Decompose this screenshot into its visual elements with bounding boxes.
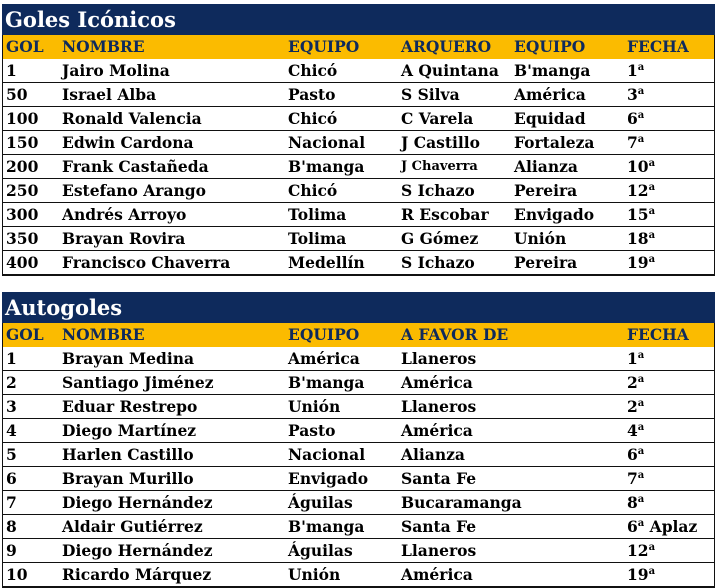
header-a-favor-de: A FAVOR DE (401, 325, 509, 344)
cell-fecha (627, 395, 644, 419)
fecha-number: 12 (627, 541, 649, 560)
cell-equipo: Tolima (288, 205, 347, 224)
table-row (3, 59, 714, 83)
goles-iconicos-body (2, 35, 715, 276)
cell-fecha (627, 491, 644, 515)
cell-fecha (627, 131, 644, 155)
header-nombre: NOMBRE (62, 325, 145, 344)
cell-nombre: Brayan Murillo (62, 469, 194, 488)
table-row (3, 371, 714, 395)
cell-arquero: J Castillo (401, 133, 480, 152)
cell-fecha (627, 227, 655, 251)
cell-fecha (627, 179, 655, 203)
fecha-number: 3 (627, 85, 638, 104)
cell-equipo: Nacional (288, 445, 366, 464)
fecha-number: 7 (627, 133, 638, 152)
table-row (3, 227, 714, 251)
cell-nombre: Diego Hernández (62, 493, 213, 512)
fecha-ordinal: a (648, 206, 656, 217)
cell-fecha (627, 203, 655, 227)
fecha-ordinal: a (637, 62, 645, 73)
cell-equipo-rival: Pereira (514, 253, 578, 272)
cell-equipo: Águilas (288, 493, 353, 512)
cell-nombre: Ricardo Márquez (62, 565, 212, 584)
cell-nombre: Brayan Rovira (62, 229, 186, 248)
cell-fecha (627, 107, 644, 131)
cell-nombre: Diego Hernández (62, 541, 213, 560)
cell-a-favor-de: Llaneros (401, 397, 477, 416)
fecha-ordinal: a (648, 566, 656, 577)
autogoles-body (2, 323, 715, 588)
cell-equipo-rival: Equidad (514, 109, 586, 128)
cell-equipo: Chicó (288, 109, 338, 128)
cell-fecha (627, 419, 644, 443)
fecha-number: 1 (627, 61, 638, 80)
cell-equipo: B'manga (288, 157, 365, 176)
autogoles-table (2, 292, 715, 588)
fecha-number: 15 (627, 205, 649, 224)
cell-equipo: B'manga (288, 517, 365, 536)
fecha-ordinal: a (637, 470, 645, 481)
fecha-ordinal: a (637, 350, 645, 361)
table-row (3, 395, 714, 419)
cell-nombre: Frank Castañeda (62, 157, 209, 176)
header-fecha: FECHA (627, 325, 689, 344)
cell-gol: 6 (6, 469, 17, 488)
cell-nombre: Andrés Arroyo (62, 205, 187, 224)
table-row (3, 539, 714, 563)
fecha-number: 8 (627, 493, 638, 512)
fecha-ordinal: a (637, 110, 645, 121)
cell-gol: 150 (6, 133, 39, 152)
table-row (3, 203, 714, 227)
cell-gol: 7 (6, 493, 17, 512)
fecha-number: 6 (627, 517, 638, 536)
cell-a-favor-de: Bucaramanga (401, 493, 522, 512)
cell-fecha (627, 347, 644, 371)
table-row (3, 179, 714, 203)
table-row (3, 515, 714, 539)
cell-gol: 350 (6, 229, 39, 248)
table-row (3, 251, 714, 275)
header-fecha: FECHA (627, 37, 689, 56)
cell-equipo-rival: América (514, 85, 586, 104)
fecha-number: 6 (627, 445, 638, 464)
cell-equipo: Pasto (288, 421, 336, 440)
table-row (3, 347, 714, 371)
cell-nombre: Jairo Molina (62, 61, 170, 80)
cell-nombre: Diego Martínez (62, 421, 197, 440)
autogoles-header-row (3, 323, 714, 347)
cell-nombre: Harlen Castillo (62, 445, 194, 464)
cell-arquero: G Gómez (401, 229, 479, 248)
cell-equipo: Águilas (288, 541, 353, 560)
header-equipo: EQUIPO (288, 37, 360, 56)
cell-a-favor-de: Alianza (401, 445, 465, 464)
cell-nombre: Santiago Jiménez (62, 373, 214, 392)
table-row (3, 419, 714, 443)
fecha-ordinal: a (637, 422, 645, 433)
cell-fecha (627, 59, 644, 83)
cell-equipo-rival: Pereira (514, 181, 578, 200)
fecha-ordinal: a (637, 494, 645, 505)
goles-iconicos-title: Goles Icónicos (2, 4, 715, 35)
cell-gol: 8 (6, 517, 17, 536)
cell-gol: 200 (6, 157, 39, 176)
cell-arquero: J Chaverra (401, 159, 478, 174)
cell-equipo: Medellín (288, 253, 365, 272)
cell-a-favor-de: Llaneros (401, 541, 477, 560)
cell-gol: 5 (6, 445, 17, 464)
fecha-ordinal: a (648, 254, 656, 265)
cell-fecha (627, 371, 644, 395)
cell-equipo: Chicó (288, 61, 338, 80)
cell-equipo: Nacional (288, 133, 366, 152)
header-nombre: NOMBRE (62, 37, 145, 56)
cell-gol: 250 (6, 181, 39, 200)
cell-gol: 50 (6, 85, 28, 104)
cell-equipo-rival: Fortaleza (514, 133, 595, 152)
cell-equipo: América (288, 349, 360, 368)
fecha-ordinal: a (648, 542, 656, 553)
cell-gol: 3 (6, 397, 17, 416)
header-equipo-rival: EQUIPO (514, 37, 586, 56)
cell-gol: 300 (6, 205, 39, 224)
cell-arquero: R Escobar (401, 205, 489, 224)
cell-a-favor-de: Santa Fe (401, 469, 477, 488)
cell-gol: 9 (6, 541, 17, 560)
goles-header-row (3, 35, 714, 59)
cell-nombre: Israel Alba (62, 85, 157, 104)
header-gol: GOL (6, 37, 44, 56)
cell-fecha (627, 515, 697, 539)
table-row (3, 107, 714, 131)
cell-equipo: Unión (288, 565, 341, 584)
fecha-ordinal: a (648, 230, 656, 241)
cell-gol: 4 (6, 421, 17, 440)
cell-arquero: S Silva (401, 85, 460, 104)
cell-equipo: Unión (288, 397, 341, 416)
cell-nombre: Edwin Cardona (62, 133, 194, 152)
cell-arquero: C Varela (401, 109, 474, 128)
fecha-number: 2 (627, 397, 638, 416)
fecha-number: 4 (627, 421, 638, 440)
fecha-ordinal: a (637, 446, 645, 457)
fecha-ordinal: a (637, 398, 645, 409)
cell-fecha (627, 467, 644, 491)
fecha-extra: Aplaz (644, 517, 698, 536)
fecha-ordinal: a (637, 134, 645, 145)
header-equipo: EQUIPO (288, 325, 360, 344)
table-row (3, 83, 714, 107)
cell-nombre: Aldair Gutiérrez (62, 517, 203, 536)
fecha-number: 19 (627, 565, 649, 584)
cell-equipo-rival: Envigado (514, 205, 595, 224)
cell-fecha (627, 563, 655, 587)
autogoles-title: Autogoles (2, 292, 715, 323)
cell-equipo-rival: Alianza (514, 157, 578, 176)
cell-gol: 10 (6, 565, 28, 584)
table-row (3, 131, 714, 155)
fecha-number: 1 (627, 349, 638, 368)
cell-nombre: Francisco Chaverra (62, 253, 231, 272)
cell-arquero: S Ichazo (401, 181, 475, 200)
table-row (3, 155, 714, 179)
cell-equipo-rival: Unión (514, 229, 567, 248)
fecha-ordinal: a (648, 182, 656, 193)
cell-fecha (627, 251, 655, 275)
table-row (3, 467, 714, 491)
table-row (3, 443, 714, 467)
header-arquero: ARQUERO (401, 37, 492, 56)
cell-equipo: B'manga (288, 373, 365, 392)
table-row (3, 563, 714, 587)
fecha-number: 12 (627, 181, 649, 200)
goles-iconicos-table (2, 4, 715, 276)
cell-fecha (627, 539, 655, 563)
fecha-number: 19 (627, 253, 649, 272)
fecha-ordinal: a (648, 158, 656, 169)
cell-gol: 1 (6, 61, 17, 80)
fecha-number: 6 (627, 109, 638, 128)
fecha-ordinal: a (637, 518, 645, 529)
cell-fecha (627, 83, 644, 107)
cell-a-favor-de: Llaneros (401, 349, 477, 368)
fecha-number: 10 (627, 157, 649, 176)
fecha-number: 7 (627, 469, 638, 488)
cell-gol: 2 (6, 373, 17, 392)
cell-gol: 400 (6, 253, 39, 272)
cell-nombre: Ronald Valencia (62, 109, 202, 128)
cell-a-favor-de: América (401, 373, 473, 392)
cell-nombre: Brayan Medina (62, 349, 195, 368)
cell-arquero: S Ichazo (401, 253, 475, 272)
cell-arquero: A Quintana (401, 61, 499, 80)
cell-a-favor-de: América (401, 421, 473, 440)
cell-equipo-rival: B'manga (514, 61, 591, 80)
fecha-number: 18 (627, 229, 649, 248)
fecha-ordinal: a (637, 374, 645, 385)
cell-equipo: Chicó (288, 181, 338, 200)
cell-equipo: Pasto (288, 85, 336, 104)
table-row (3, 491, 714, 515)
cell-gol: 1 (6, 349, 17, 368)
cell-equipo: Envigado (288, 469, 369, 488)
fecha-number: 2 (627, 373, 638, 392)
cell-a-favor-de: Santa Fe (401, 517, 477, 536)
cell-nombre: Estefano Arango (62, 181, 206, 200)
fecha-ordinal: a (637, 86, 645, 97)
cell-fecha (627, 443, 644, 467)
cell-gol: 100 (6, 109, 39, 128)
cell-a-favor-de: América (401, 565, 473, 584)
cell-fecha (627, 155, 655, 179)
cell-nombre: Eduar Restrepo (62, 397, 198, 416)
cell-equipo: Tolima (288, 229, 347, 248)
header-gol: GOL (6, 325, 44, 344)
